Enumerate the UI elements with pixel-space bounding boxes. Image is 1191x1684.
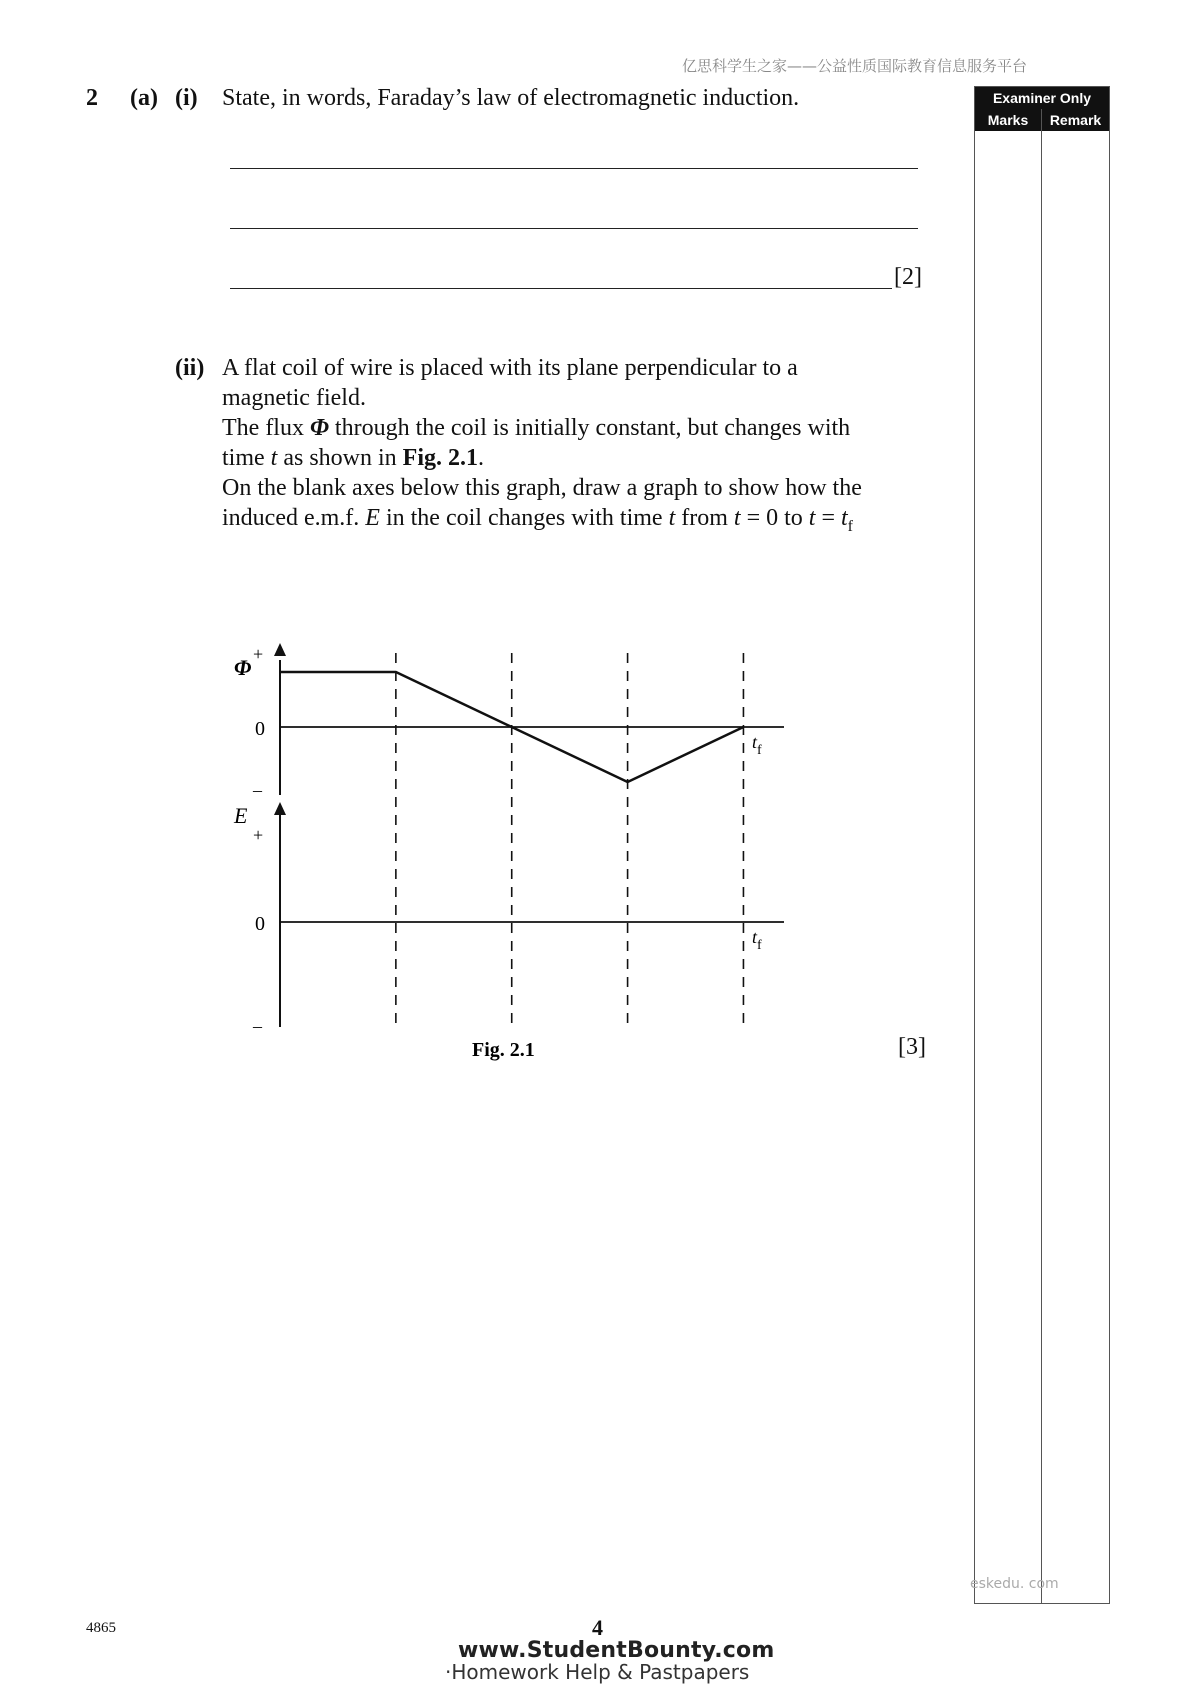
phi-tf-label: $t_f$ <box>752 732 762 758</box>
e-zero-label: 0 <box>255 913 265 935</box>
e-minus-label: – <box>253 1016 262 1036</box>
paper-code: 4865 <box>86 1620 116 1636</box>
page-number: 4 <box>592 1615 603 1640</box>
part-i-text: State, in words, Faraday’s law of electromagnetic induction. <box>222 85 800 111</box>
studentbounty-tagline: ·Homework Help & Pastpapers <box>445 1660 750 1684</box>
e-axis-label: E <box>234 803 248 828</box>
marks-column-header: Marks <box>975 109 1041 131</box>
phi-plus-label: + <box>253 644 264 664</box>
part-i-marks: [2] <box>894 264 922 290</box>
part-ii-line-5: On the blank axes below this graph, draw a graph to show how the <box>222 475 862 501</box>
question-number: 2 <box>86 85 98 111</box>
part-ii-line-3: The flux Φ through the coil is initially constant, but changes with <box>222 415 851 441</box>
phi-axis-arrow <box>274 643 286 656</box>
part-ii-line-4: time t as shown in Fig. 2.1. <box>222 445 484 471</box>
part-ii-marks: [3] <box>898 1034 926 1060</box>
e-plus-label: + <box>253 825 264 845</box>
part-i-label: (i) <box>175 85 198 111</box>
header-watermark: 亿思科学生之家——公益性质国际教育信息服务平台 <box>682 57 1028 75</box>
part-ii-line-2: magnetic field. <box>222 385 366 411</box>
examiner-only-header: Examiner Only <box>975 87 1109 109</box>
e-axis-arrow <box>274 802 286 815</box>
time-gridlines <box>396 653 744 1027</box>
figure-caption: Fig. 2.1 <box>472 1039 535 1061</box>
part-ii-line-6: induced e.m.f. E in the coil changes with time t from t = 0 to $t = t_f$ <box>222 505 853 535</box>
e-tf-label: $t_f$ <box>752 927 762 953</box>
phi-minus-label: – <box>253 780 262 800</box>
part-a-label: (a) <box>130 85 158 111</box>
phi-axis-label: Φ <box>234 655 252 680</box>
part-ii-label: (ii) <box>175 355 205 381</box>
remark-column-header: Remark <box>1042 109 1109 131</box>
site-watermark: eskedu. com <box>970 1576 1059 1592</box>
part-ii-line-1: A flat coil of wire is placed with its plane perpendicular to a <box>222 355 798 381</box>
phi-zero-label: 0 <box>255 718 265 740</box>
studentbounty-url[interactable]: www.StudentBounty.com <box>458 1638 775 1663</box>
